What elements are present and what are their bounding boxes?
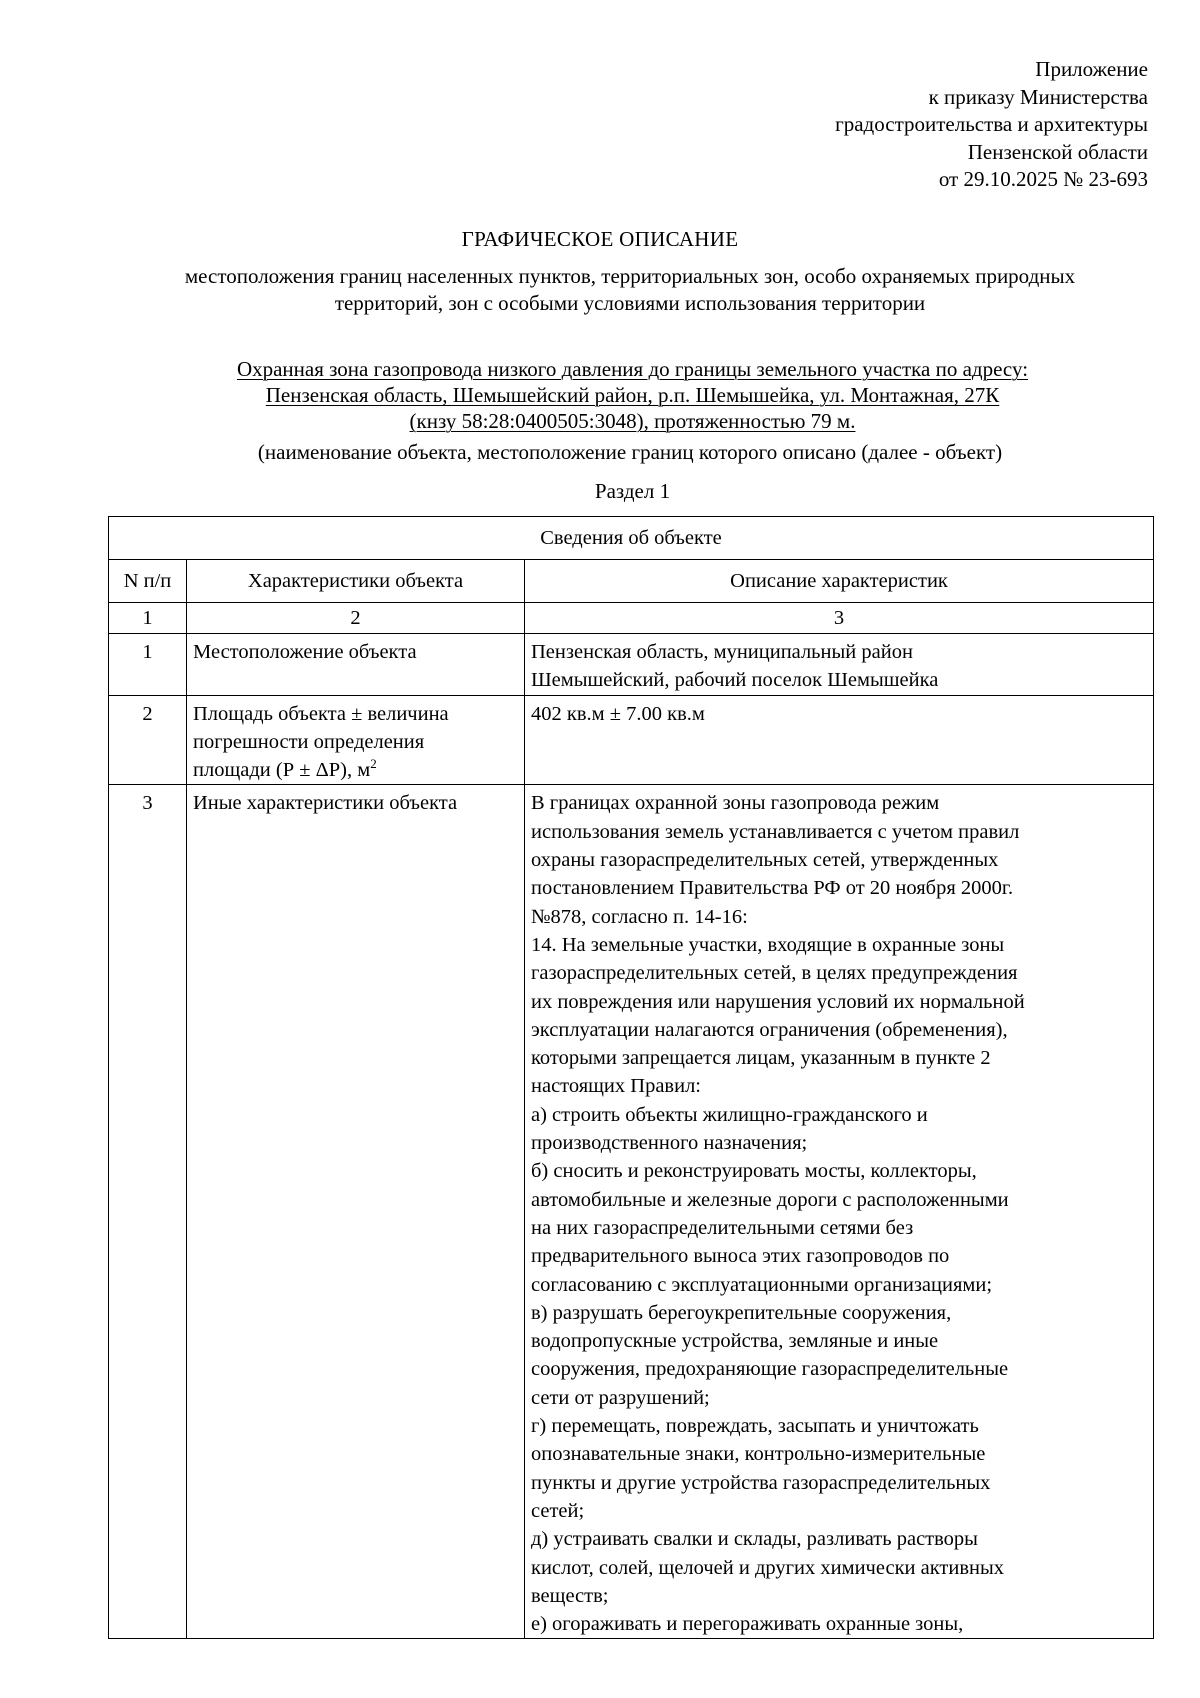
column-numbers-row: [109, 603, 1154, 634]
text-line: их повреждения или нарушения условий их нормальной: [531, 990, 1025, 1013]
text-line: Местоположение объекта: [193, 641, 417, 663]
text-line: е) огораживать и перегораживать охранные зоны,: [531, 1613, 964, 1636]
row-characteristic: [187, 785, 525, 1639]
column-header-characteristic: Характеристики объекта: [187, 560, 525, 603]
document-title: ГРАФИЧЕСКОЕ ОПИСАНИЕ: [461, 227, 739, 251]
text-line: согласованию с эксплуатационными организациями;: [531, 1273, 993, 1296]
row-description: [525, 785, 1154, 1639]
object-name-line: (кнзу 58:28:0400505:3048), протяженностью 79 м.: [409, 409, 856, 433]
text-line: газораспределительных сетей, в целях предупреждения: [531, 962, 1018, 985]
text-line: б) сносить и реконструировать мосты, коллекторы,: [531, 1160, 977, 1183]
column-header-num: N п/п: [109, 560, 187, 603]
text-line: автомобильные и железные дороги с расположенными: [531, 1188, 1009, 1211]
text-line: использования земель устанавливается с учетом правил: [531, 820, 1020, 843]
superscript: 2: [370, 756, 377, 772]
text-line: [193, 756, 518, 784]
text-line: в) разрушать берегоукрепительные сооружения,: [531, 1301, 952, 1324]
text-line: 14. На земельные участки, входящие в охранные зоны: [531, 933, 1005, 956]
text-line: постановлением Правительства РФ от 20 ноября 2000г.: [531, 877, 1014, 900]
row-characteristic: [187, 634, 525, 696]
appendix-line: к приказу Министерства: [928, 84, 1148, 109]
text-line: которыми запрещается лицам, указанным в пункте 2: [531, 1047, 991, 1070]
text-line: Площадь объекта ± величина: [193, 702, 449, 725]
object-caption: (наименование объекта, местоположение границ которого описано (далее - объект): [257, 440, 1003, 464]
text-line: сети от разрушений;: [531, 1386, 710, 1409]
text-line: производственного назначения;: [531, 1132, 808, 1155]
object-name-line: Охранная зона газопровода низкого давления до границы земельного участка по адресу:: [236, 357, 1029, 381]
subtitle-line: местоположения границ населенных пунктов, территориальных зон, особо охраняемых природных: [184, 264, 1076, 288]
row-number: 2: [109, 695, 187, 785]
text-line: кислот, солей, щелочей и других химически активных: [531, 1556, 1005, 1579]
column-headers-row: [109, 560, 1154, 603]
text-line: веществ;: [531, 1584, 609, 1607]
text-line: сетей;: [531, 1499, 585, 1522]
text-fragment: площади (Р ± ΔР), м: [193, 759, 371, 782]
text-line: настоящих Правил:: [531, 1075, 702, 1098]
text-line: В границах охранной зоны газопровода режим: [531, 792, 940, 815]
text-line: эксплуатации налагаются ограничения (обременения),: [531, 1018, 1008, 1041]
text-line: опознавательные знаки, контрольно-измерительные: [531, 1443, 986, 1466]
column-header-description: Описание характеристик: [525, 560, 1154, 603]
row-number: 3: [109, 785, 187, 1639]
text-line: г) перемещать, повреждать, засыпать и уничтожать: [531, 1415, 979, 1438]
row-number: 1: [109, 634, 187, 696]
subtitle-line: территорий, зон с особыми условиями использования территории: [334, 291, 926, 315]
appendix-line: Приложение: [1035, 57, 1148, 81]
text-line: охраны газораспределительных сетей, утвержденных: [531, 849, 999, 872]
appendix-line: градостроительства и архитектуры: [835, 112, 1148, 136]
text-line: д) устраивать свалки и склады, разливать растворы: [531, 1528, 978, 1551]
text-line: а) строить объекты жилищно-гражданского и: [531, 1103, 928, 1126]
document-subtitle: [80, 263, 1180, 317]
table-header-row: [109, 517, 1154, 560]
column-number: 1: [109, 603, 187, 634]
text-line: погрешности определения: [193, 730, 425, 753]
row-description: [525, 695, 1154, 785]
appendix-line: Пензенской области: [967, 139, 1148, 164]
column-number: 3: [525, 603, 1154, 634]
row-description: [525, 634, 1154, 696]
text-line: 402 кв.м ± 7.00 кв.м: [531, 702, 705, 725]
appendix-block: [835, 56, 1148, 194]
table-row: [109, 634, 1154, 696]
table-row: [109, 695, 1154, 785]
table-row: [109, 785, 1154, 1639]
text-line: предварительного выноса этих газопроводов по: [531, 1245, 950, 1268]
text-line: водопропускные устройства, земляные и иные: [531, 1330, 939, 1353]
object-name-block: [100, 356, 1165, 434]
object-info-table: [108, 516, 1154, 1639]
row-characteristic: [187, 695, 525, 785]
table-header-cell: Сведения об объекте: [109, 517, 1154, 560]
text-line: сооружения, предохраняющие газораспределительные: [531, 1358, 1009, 1381]
column-number: 2: [187, 603, 525, 634]
text-line: Иные характеристики объекта: [193, 792, 458, 815]
text-line: №878, согласно п. 14-16:: [531, 905, 748, 928]
section-label: Раздел 1: [594, 479, 671, 503]
object-name-line: Пензенская область, Шемышейский район, р.п. Шемышейка, ул. Монтажная, 27К: [265, 383, 1000, 407]
text-line: пункты и другие устройства газораспределительных: [531, 1471, 991, 1494]
text-line: Пензенская область, муниципальный район: [531, 641, 913, 663]
appendix-date-line: от 29.10.2025 № 23-693: [938, 167, 1148, 191]
text-line: на них газораспределительными сетями без: [531, 1216, 914, 1239]
text-line: Шемышейский, рабочий поселок Шемышейка: [531, 669, 939, 692]
